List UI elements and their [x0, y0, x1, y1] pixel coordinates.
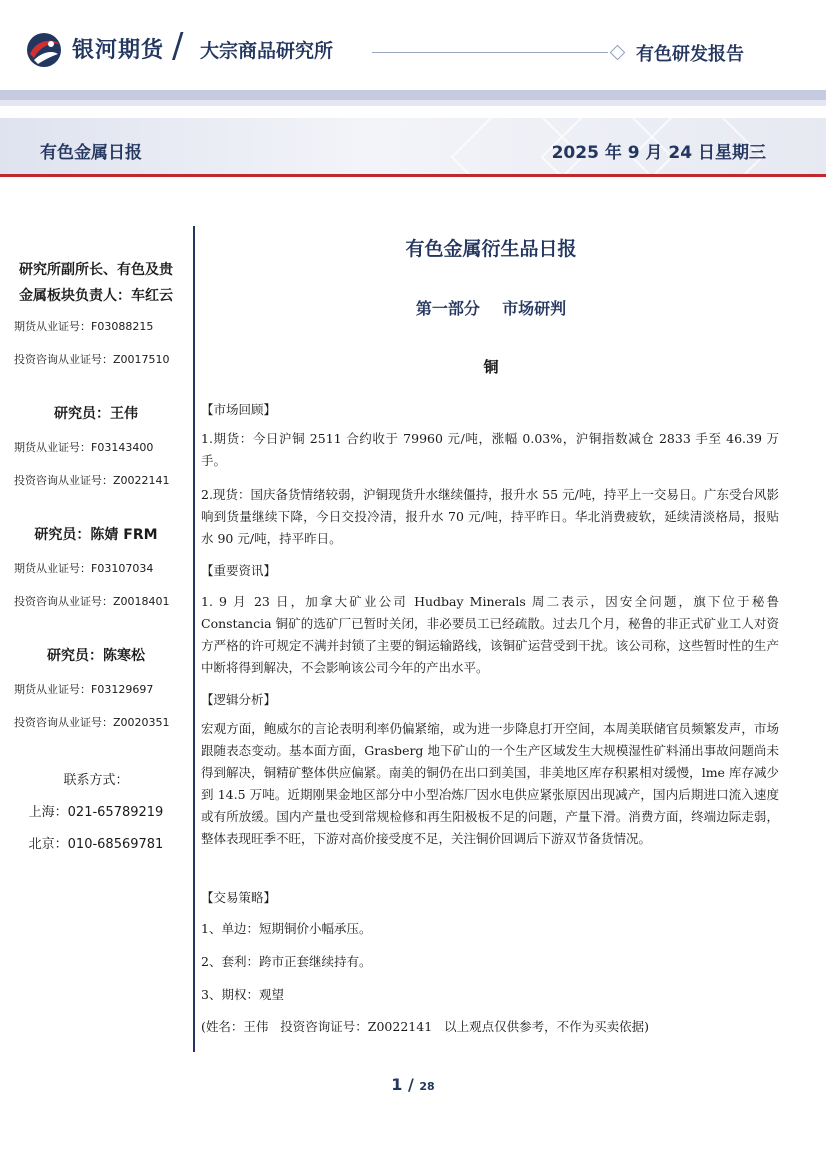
news-paragraph: 1. 9 月 23 日，加拿大矿业公司 Hudbay Minerals 周二表示，因安全问题，旗下位于秘鲁 Constancia 铜矿的选矿厂已暂时关闭，非必要员工已经疏散。过去几个月，秘鲁的非正式矿业工人对资方严格的许可规定不满并封锁了主要的铜运输路线，该铜矿运营受到干扰。该公司称，这些暂时性的生产中断将得到解决，不会影响该公司今年的产出水平。	[201, 594, 779, 675]
analyst-name: 研究员：陈寒松	[47, 648, 145, 664]
institute-name: 大宗商品研究所	[200, 40, 334, 62]
header-band-light	[0, 100, 826, 106]
analyst-name: 研究员：王伟	[54, 406, 138, 422]
section-heading-review: 【市场回顾】	[201, 402, 277, 417]
lead-license-futures: 期货从业证号：F03088215	[14, 320, 154, 333]
report-date: 2025 年 9 月 24 日星期三	[551, 143, 766, 163]
strategy-arbitrage: 2、套利：跨市正套继续持有。	[201, 954, 372, 969]
analyst-license-consulting: 投资咨询从业证号：Z0018401	[14, 595, 170, 608]
report-title: 有色金属衍生品日报	[405, 238, 577, 260]
galaxy-futures-logo-icon	[22, 30, 66, 70]
analyst-license-consulting: 投资咨询从业证号：Z0022141	[14, 474, 170, 487]
metal-heading: 铜	[483, 358, 499, 376]
brand-name: 银河期货	[72, 38, 165, 63]
report-type: 有色研发报告	[636, 44, 744, 65]
page-current: 1	[391, 1075, 403, 1094]
disclaimer: (姓名：王伟 投资咨询证号：Z0022141 以上观点仅供参考，不作为买卖依据)	[201, 1019, 649, 1034]
lead-title-line1: 研究所副所长、有色及贵	[19, 262, 173, 278]
daily-report-title: 有色金属日报	[40, 143, 142, 163]
section-heading-logic: 【逻辑分析】	[201, 692, 277, 707]
strategy-single: 1、单边：短期铜价小幅承压。	[201, 921, 372, 936]
contact-beijing: 北京：010-68569781	[28, 837, 164, 852]
header-band	[0, 90, 826, 100]
lead-title-line2: 金属板块负责人：车红云	[19, 288, 173, 304]
contact-label: 联系方式：	[63, 773, 129, 788]
diamond-icon	[610, 45, 626, 61]
analyst-license-futures: 期货从业证号：F03129697	[14, 683, 154, 696]
analyst-license-futures: 期货从业证号：F03143400	[14, 441, 154, 454]
part-heading: 第一部分 市场研判	[415, 299, 567, 318]
logic-paragraph: 宏观方面，鲍威尔的言论表明利率仍偏紧缩，或为进一步降息打开空间，本周美联储官员频繁发声，市场跟随表态变动。基本面方面，Grasberg 地下矿山的一个生产区域发生大规模湿性矿料涌出事故问题尚未得到解决，铜精矿整体供应偏紧。南美的铜仍在出口到美国，非美地区库存积累相对缓慢，lme 库存减少到 14.5 万吨。近期刚果金地区部分中小型冶炼厂因水电供应紧张原因出现减产，国内后期进口流入速度或有所放缓。国内产量也受到常规检修和再生阳极板不足的问题，产量下滑。消费方面，终端边际走弱，整体表现旺季不旺，下游对高价接受度不足，关注铜价回调后下游双节备货情况。	[201, 721, 779, 846]
analyst-name: 研究员：陈婧 FRM	[34, 527, 158, 543]
header-slash: /	[172, 26, 184, 66]
page-separator: /	[407, 1075, 414, 1094]
sidebar-divider	[193, 226, 195, 1052]
review-futures-paragraph: 1.期货：今日沪铜 2511 合约收于 79960 元/吨，涨幅 0.03%，沪铜指数减仓 2833 手至 46.39 万手。	[201, 431, 779, 468]
analyst-license-futures: 期货从业证号：F03107034	[14, 562, 154, 575]
page-header	[0, 0, 826, 100]
page-total: 28	[419, 1080, 435, 1093]
lead-license-consulting: 投资咨询从业证号：Z0017510	[14, 353, 170, 366]
red-divider	[0, 174, 826, 177]
section-heading-news: 【重要资讯】	[201, 563, 277, 578]
analyst-license-consulting: 投资咨询从业证号：Z0020351	[14, 716, 170, 729]
section-heading-strategy: 【交易策略】	[201, 890, 277, 905]
sidebar	[0, 255, 192, 853]
page-number	[0, 1075, 826, 1094]
header-divider	[372, 52, 608, 53]
contact-shanghai: 上海：021-65789219	[28, 805, 164, 820]
strategy-options: 3、期权：观望	[201, 987, 284, 1002]
review-spot-paragraph: 2.现货：国庆备货情绪较弱，沪铜现货升水继续僵持，报升水 55 元/吨，持平上一交易日。广东受台风影响到货量继续下降，今日交投冷清，报升水 70 元/吨，持平昨日。华北消费疲软，延续清淡格局，报贴水 90 元/吨，持平昨日。	[201, 487, 779, 546]
